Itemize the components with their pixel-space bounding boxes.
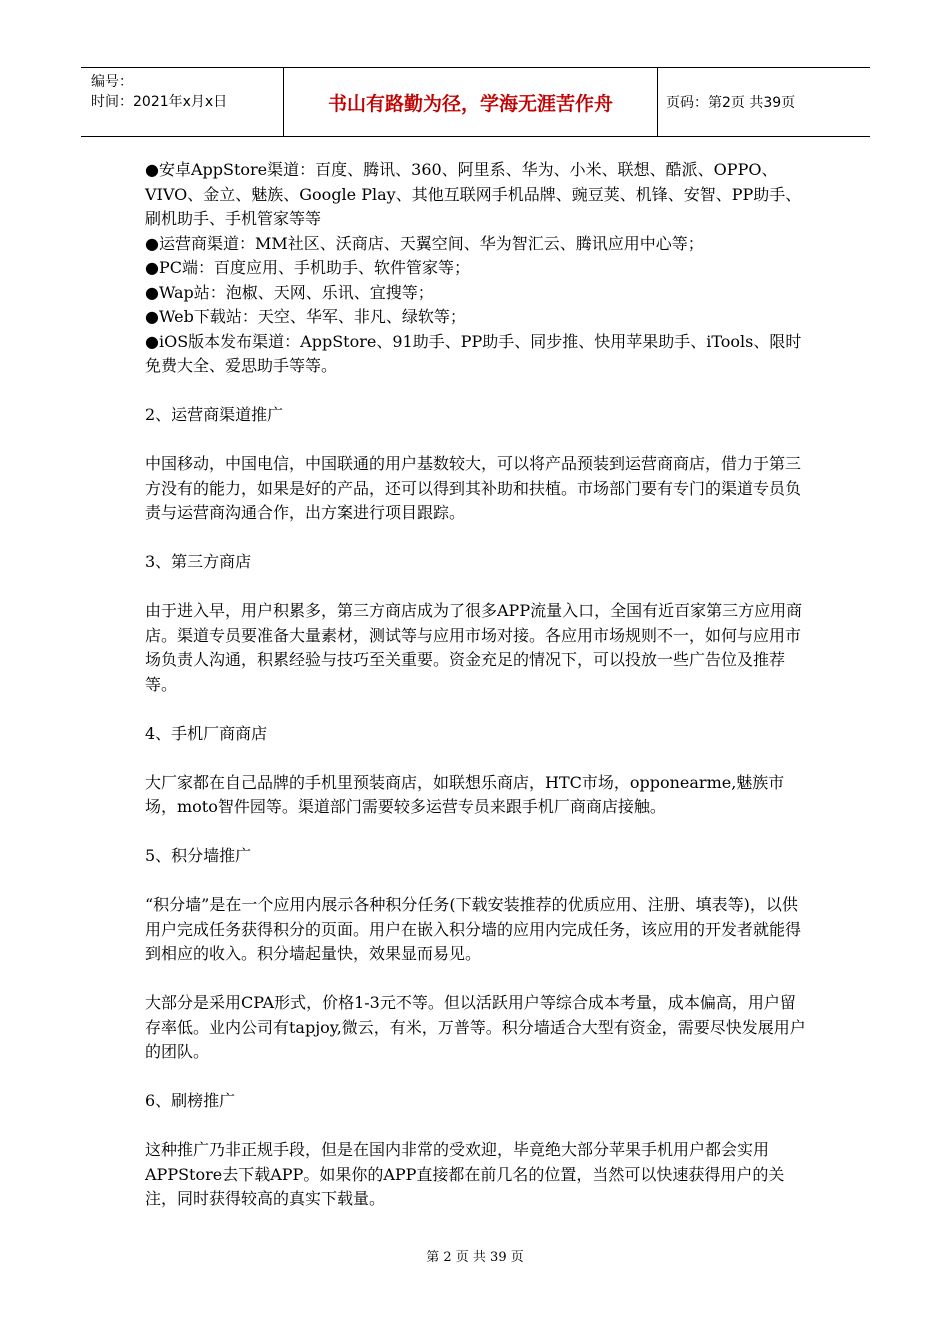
- paragraph: ●运营商渠道：MM社区、沃商店、天翼空间、华为智汇云、腾讯应用中心等；: [145, 233, 704, 253]
- paragraph: ●iOS版本发布渠道：AppStore、91助手、PP助手、同步推、快用苹果助手、iTools、限时免费大全、爱思助手等等。: [145, 331, 802, 375]
- paragraph: 这种推广乃非正规手段，但是在国内非常的受欢迎，毕竟绝大部分苹果手机用户都会实用APPStore去下载APP。如果你的APP直接都在前几名的位置，当然可以快速获得用户的关注，同时获得较高的真实下载量。: [145, 1140, 785, 1208]
- paragraph: ●Wap站：泡椒、天网、乐讯、宜搜等；: [145, 282, 434, 302]
- header-motto: 书山有路勤为径，学海无涯苦作舟: [284, 68, 658, 136]
- paragraph: 6、刷榜推广: [145, 1091, 236, 1110]
- document-body: [145, 158, 810, 1212]
- paragraph: 5、积分墙推广: [145, 846, 252, 865]
- paragraph: 由于进入早，用户积累多，第三方商店成为了很多APP流量入口，全国有近百家第三方应用商店。渠道专员要准备大量素材，测试等与应用市场对接。各应用市场规则不一，如何与应用市场负责人沟通，积累经验与技巧至关重要。资金充足的情况下，可以投放一些广告位及推荐等。: [145, 601, 803, 694]
- paragraph: 2、运营商渠道推广: [145, 405, 284, 424]
- page-header: [81, 67, 870, 137]
- paragraph: 大厂家都在自己品牌的手机里预装商店，如联想乐商店，HTC市场，opponearme,魅族市场，moto智件园等。渠道部门需要较多运营专员来跟手机厂商商店接触。: [145, 772, 785, 816]
- paragraph: ●PC端：百度应用、手机助手、软件管家等；: [145, 258, 470, 277]
- header-meta: [81, 68, 284, 136]
- document-number-label: 编号：: [91, 74, 133, 90]
- page-footer: 第 2 页 共 39 页: [426, 1250, 524, 1265]
- paragraph: 3、第三方商店: [145, 552, 252, 571]
- paragraph: “积分墙”是在一个应用内展示各种积分任务(下载安装推荐的优质应用、注册、填表等)，以供用户完成任务获得积分的页面。用户在嵌入积分墙的应用内完成任务，该应用的开发者就能得到相应的收入。积分墙起量快，效果显而易见。: [145, 895, 802, 963]
- paragraph: 大部分是采用CPA形式，价格1-3元不等。但以活跃用户等综合成本考量，成本偏高，用户留存率低。业内公司有tapjoy,微云，有米，万普等。积分墙适合大型有资金，需要尽快发展用户的团队。: [145, 993, 806, 1061]
- paragraph: ●安卓AppStore渠道：百度、腾讯、360、阿里系、华为、小米、联想、酷派、OPPO、VIVO、金立、魅族、Google Play、其他互联网手机品牌、豌豆荚、机锋、安智、PP助手、刷机助手、手机管家等等: [145, 160, 802, 228]
- paragraph: 中国移动，中国电信，中国联通的用户基数较大，可以将产品预装到运营商商店，借力于第三方没有的能力，如果是好的产品，还可以得到其补助和扶植。市场部门要有专门的渠道专员负责与运营商沟通合作，出方案进行项目跟踪。: [145, 454, 802, 522]
- paragraph: 4、手机厂商商店: [145, 723, 268, 743]
- paragraph: ●Web下载站：天空、华军、非凡、绿软等；: [145, 307, 466, 326]
- document-time: 时间：2021年x月x日: [91, 94, 228, 110]
- header-page-info: 页码：第2页 共39页: [666, 95, 796, 111]
